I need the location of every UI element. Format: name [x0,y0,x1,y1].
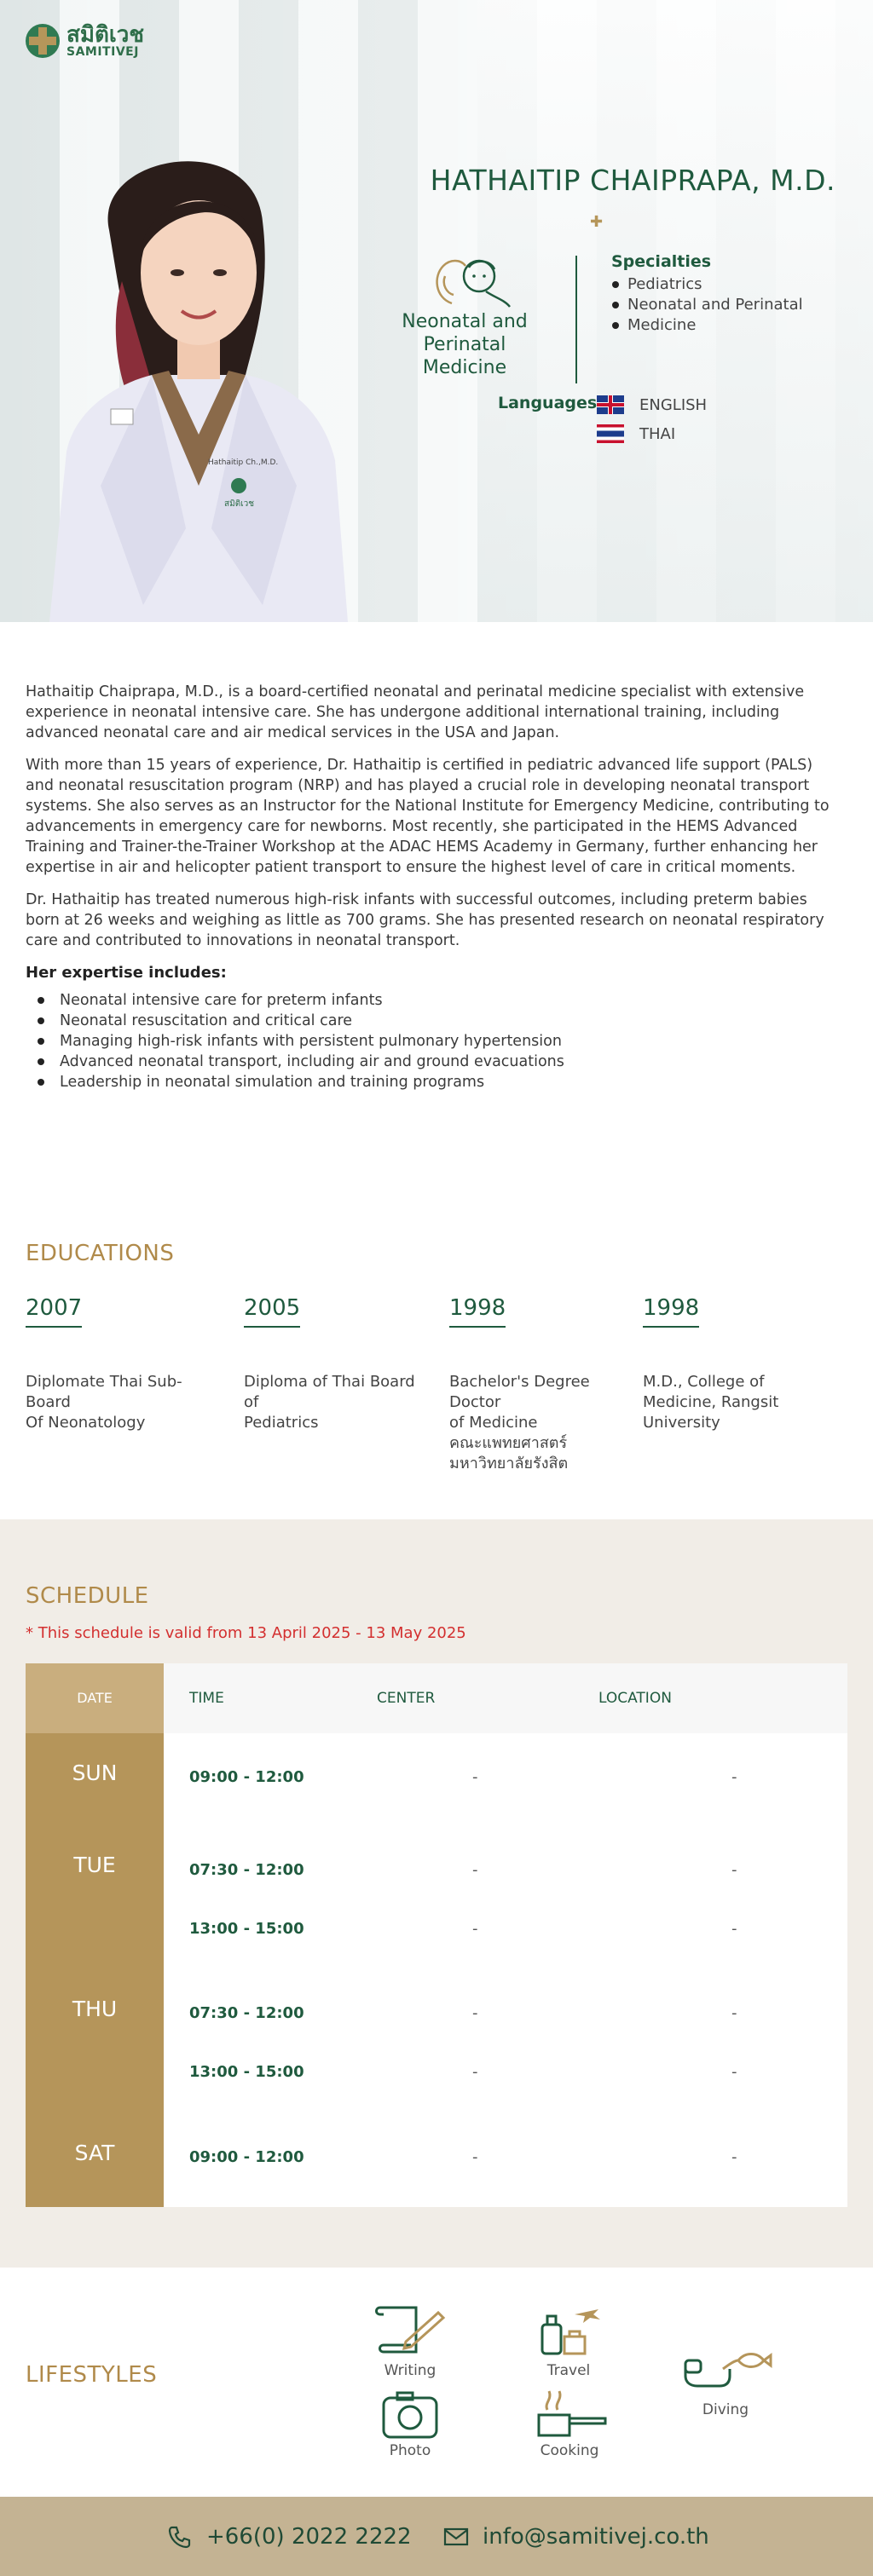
header-center: CENTER [377,1690,436,1707]
mail-icon [443,2527,469,2547]
day-tue: TUE [73,1853,116,1877]
specialty-item: Pediatrics [612,274,851,295]
contact-footer [0,2497,873,2576]
languages-label: Languages [498,394,598,412]
location-value: - [731,2004,737,2022]
expertise-item: Neonatal resuscitation and critical care [26,1011,844,1031]
education-year: 1998 [643,1295,699,1328]
specialty-item: Neonatal and Perinatal [612,295,851,315]
specialty-title: Neonatal and Perinatal Medicine [402,311,528,378]
doctor-name: HATHAITIP CHAIPRAPA, M.D. [430,164,835,197]
time-slot: 09:00 - 12:00 [189,1768,304,1786]
bio-paragraph: With more than 15 years of experience, Dr. Hathaitip is certified in pediatric advanced life support (PALS) and neonatal resuscitation program (NRP) and has played a crucial role in developing neonatal transport systems. She also serves as an Instructor for the National Institute for Emergency Medicine, contributing to advancements in emergency care for newborns. Most recently, she participated in the HEMS Advanced Training and Trainer-the-Trainer Workshop at the ADAC HEMS Academy in Germany, further enhancing her expertise in air and helicopter patient transport to ensure the highest level of care in critical moments. [26,757,830,876]
education-description: Diploma of Thai Board of Pediatrics [244,1373,415,1432]
education-year: 1998 [449,1295,506,1328]
phone-link[interactable] [167,2497,412,2576]
center-value: - [472,2004,478,2022]
time-slot: 07:30 - 12:00 [189,2004,304,2022]
coat-logo-text: สมิติเวช [224,499,255,509]
lifestyle-travel [530,2302,607,2379]
time-slot: 13:00 - 15:00 [189,1920,304,1938]
center-value: - [472,2148,478,2166]
hero-divider [575,256,577,383]
day-sat: SAT [74,2141,115,2165]
medical-cross-icon: ✚ [590,213,604,231]
language-english: ENGLISH [597,395,707,414]
education-year: 2007 [26,1295,82,1328]
location-value: - [731,1920,737,1938]
education-item [244,1295,436,1433]
expertise-item: Leadership in neonatal simulation and training programs [26,1072,844,1092]
lifestyle-writing [372,2302,448,2379]
center-value: - [472,2063,478,2081]
specialties-label: Specialties [611,252,712,271]
time-slot: 07:30 - 12:00 [189,1861,304,1879]
cooking-icon [527,2386,612,2441]
schedule-title: SCHEDULE [26,1583,149,1609]
expertise-item: Advanced neonatal transport, including air and ground evacuations [26,1052,844,1072]
education-description: Bachelor's Degree Doctor of Medicine คณะแพทยศาสตร์ มหาวิทยาลัยรังสิต [449,1373,590,1472]
language-thai: THAI [597,424,675,443]
travel-icon [530,2302,607,2360]
doctor-biography [26,682,844,1092]
schedule-valid-note: * This schedule is valid from 13 April 2025 - 13 May 2025 [26,1624,466,1642]
hero-banner [0,0,873,622]
location-value: - [731,1861,737,1879]
header-time: TIME [189,1690,224,1707]
education-item [643,1295,830,1433]
center-value: - [472,1920,478,1938]
time-slot: 13:00 - 15:00 [189,2063,304,2081]
expertise-item: Neonatal intensive care for preterm infants [26,990,844,1011]
lifestyle-label: Travel [546,2362,591,2379]
bio-paragraph: Hathaitip Chaiprapa, M.D., is a board-certified neonatal and perinatal medicine specialist with extensive experience in neonatal intensive care. She has undergone additional international training, including advanced neonatal care and air medical services in the USA and Japan. [26,683,805,741]
coat-name-text: Hathaitip Ch.,M.D. [208,458,279,467]
expertise-item: Managing high-risk infants with persistent pulmonary hypertension [26,1031,844,1052]
lifestyle-label: Photo [389,2442,431,2459]
camera-icon [372,2389,448,2441]
samitivej-logo[interactable] [26,24,144,58]
bio-paragraph: Dr. Hathaitip has treated numerous high-risk infants with successful outcomes, including preterm babies born at 26 weeks and weighing as little as 700 grams. She has presented research on neonatal respiratory care and contributed to innovations in neonatal transport. [26,891,824,949]
logo-english-text: SAMITIVEJ [66,45,139,59]
expertise-title: Her expertise includes: [26,964,227,982]
mother-baby-icon [426,251,512,310]
logo-thai-text: สมิติเวช [66,22,145,48]
location-value: - [731,1768,737,1786]
email-address[interactable]: info@samitivej.co.th [483,2523,709,2550]
education-description: M.D., College of Medicine, Rangsit University [643,1373,779,1432]
email-link[interactable] [443,2497,709,2576]
header-location: LOCATION [598,1690,672,1707]
location-value: - [731,2148,737,2166]
education-year: 2005 [244,1295,300,1328]
day-sun: SUN [72,1761,118,1785]
location-value: - [731,2063,737,2081]
center-value: - [472,1768,478,1786]
thai-flag-icon [597,424,624,443]
phone-number[interactable]: +66(0) 2022 2222 [206,2523,412,2550]
time-slot: 09:00 - 12:00 [189,2148,304,2166]
lifestyle-label: Cooking [540,2442,599,2459]
writing-icon [372,2302,448,2360]
lifestyle-diving [679,2335,772,2418]
phone-icon [167,2524,193,2550]
day-thu: THU [72,1997,118,2021]
education-item [449,1295,641,1474]
header-date: DATE [26,1663,164,1733]
doctor-photo [41,128,356,622]
educations-title: EDUCATIONS [26,1241,175,1266]
education-item [26,1295,217,1433]
lifestyle-photo [372,2389,448,2459]
expertise-list [26,990,844,1092]
center-value: - [472,1861,478,1879]
day-column [26,1733,164,2207]
education-description: Diplomate Thai Sub- Board Of Neonatology [26,1373,182,1432]
lifestyles-title: LIFESTYLES [26,2362,158,2388]
schedule-table [26,1663,847,2207]
lifestyle-label: Diving [702,2401,749,2418]
lifestyle-label: Writing [384,2362,436,2379]
specialty-item-continued: Medicine [612,315,851,336]
specialties-list [612,274,851,336]
logo-cross-icon [26,24,60,58]
diving-icon [679,2335,772,2400]
uk-flag-icon [597,395,624,414]
lifestyle-cooking [527,2386,612,2459]
